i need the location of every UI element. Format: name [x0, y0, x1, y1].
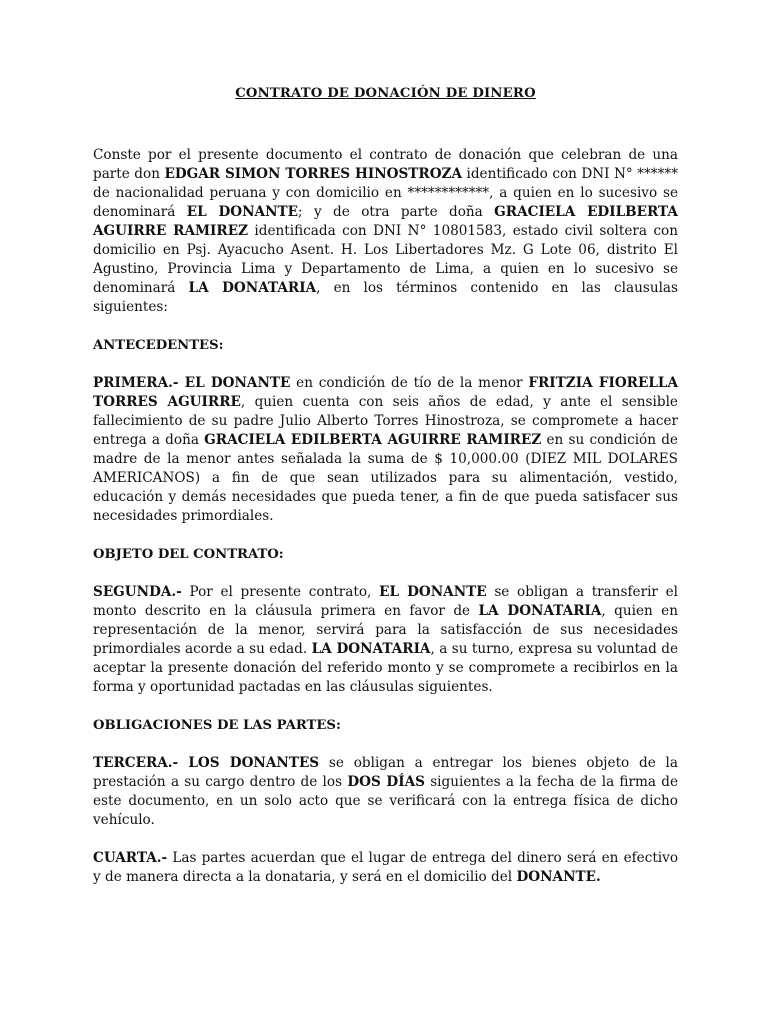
tercera-text-2: siguientes a la fecha de la firma de este documento, en un solo acto que se verificará con la entrega física de dicho vehículo. — [93, 774, 678, 828]
cuarta-text-1: Las partes acuerdan que el lugar de entrega del dinero será en efectivo y de manera directa a la donataria, y será en el domicilio del — [93, 850, 678, 885]
intro-text-4: identificada con DNI N° 10801583, estado civil soltera con domicilio en Psj. Ayacucho Asent. H. Los Libertadores Mz. G Lote 06, distrito El Agustino, Provincia Lima y Departamento de Lima, a quien en lo sucesivo se denominará — [93, 223, 678, 296]
segunda-text-2: se obligan a transferir el monto descrito en la cláusula primera en favor de — [93, 584, 679, 619]
clause-primera-label: PRIMERA.- EL DONANTE — [93, 375, 291, 391]
segunda-donee-term: LA DONATARIA — [478, 603, 602, 619]
donee-name: GRACIELA EDILBERTA AGUIRRE RAMIREZ — [93, 204, 678, 239]
antecedentes-heading: ANTECEDENTES: — [93, 338, 224, 353]
objeto-heading: OBJETO DEL CONTRATO: — [93, 547, 284, 562]
minor-name: FRITZIA FIORELLA TORRES AGUIRRE — [93, 375, 678, 410]
primera-text-3: en su condición de madre de la menor antes señalada la suma de $ 10,000.00 (DIEZ MIL DOLARES AMERICANOS) a fin de que sean utilizados para su alimentación, vestido, educación y demás necesidades que pueda tener, a fin de que pueda satisfacer sus necesidades primordiales. — [93, 432, 678, 524]
intro-text-2: identificado con DNI N° ****** de nacionalidad peruana y con domicilio en ************, a quien en lo sucesivo se denominará — [93, 166, 678, 220]
donor-name: EDGAR SIMON TORRES HINOSTROZA — [164, 166, 463, 182]
primera-text-2: , quien cuenta con seis años de edad, y ante el sensible fallecimiento de su padre Julio Alberto Torres Hinostroza, se compromete a hacer entrega a doña — [93, 394, 678, 448]
cuarta-donor-term: DONANTE. — [516, 869, 601, 885]
tercera-text-1: se obligan a entregar los bienes objeto de la prestación a su cargo dentro de los — [93, 755, 678, 790]
segunda-donor-term: EL DONANTE — [379, 584, 487, 600]
clause-primera — [93, 374, 678, 526]
segunda-text-1: Por el presente contrato, — [181, 584, 380, 600]
intro-text-3: ; y de otra parte doña — [298, 204, 495, 220]
segunda-text-3: , quien en representación de la menor, servirá para la satisfacción de sus necesidades primordiales acorde a su edad. — [93, 603, 678, 657]
obligaciones-heading: OBLIGACIONES DE LAS PARTES: — [93, 718, 341, 733]
clause-tercera — [93, 754, 678, 830]
intro-text-5: , en los términos contenido en las clausulas siguientes: — [93, 280, 678, 315]
clause-segunda — [93, 583, 678, 697]
primera-text-1: en condición de tío de la menor — [290, 375, 529, 391]
intro-paragraph — [93, 146, 678, 317]
intro-text-1: Conste por el presente documento el contrato de donación que celebran de una parte don — [93, 147, 678, 182]
primera-donee-name: GRACIELA EDILBERTA AGUIRRE RAMIREZ — [204, 432, 542, 448]
donee-term: LA DONATARIA — [188, 280, 317, 296]
tercera-days: DOS DÍAS — [347, 774, 425, 790]
clause-cuarta — [93, 849, 678, 887]
clause-tercera-label: TERCERA.- LOS DONANTES — [93, 755, 320, 771]
document-title: CONTRATO DE DONACIÓN DE DINERO — [235, 86, 536, 101]
clause-segunda-label: SEGUNDA.- — [93, 584, 182, 600]
segunda-donee-term-2: LA DONATARIA — [311, 641, 431, 657]
donor-term: EL DONANTE — [186, 204, 299, 220]
segunda-text-4: , a su turno, expresa su voluntad de aceptar la presente donación del referido monto y se compromete a recibirlos en la forma y oportunidad pactadas en las cláusulas siguientes. — [93, 641, 678, 695]
clause-cuarta-label: CUARTA.- — [93, 850, 168, 866]
